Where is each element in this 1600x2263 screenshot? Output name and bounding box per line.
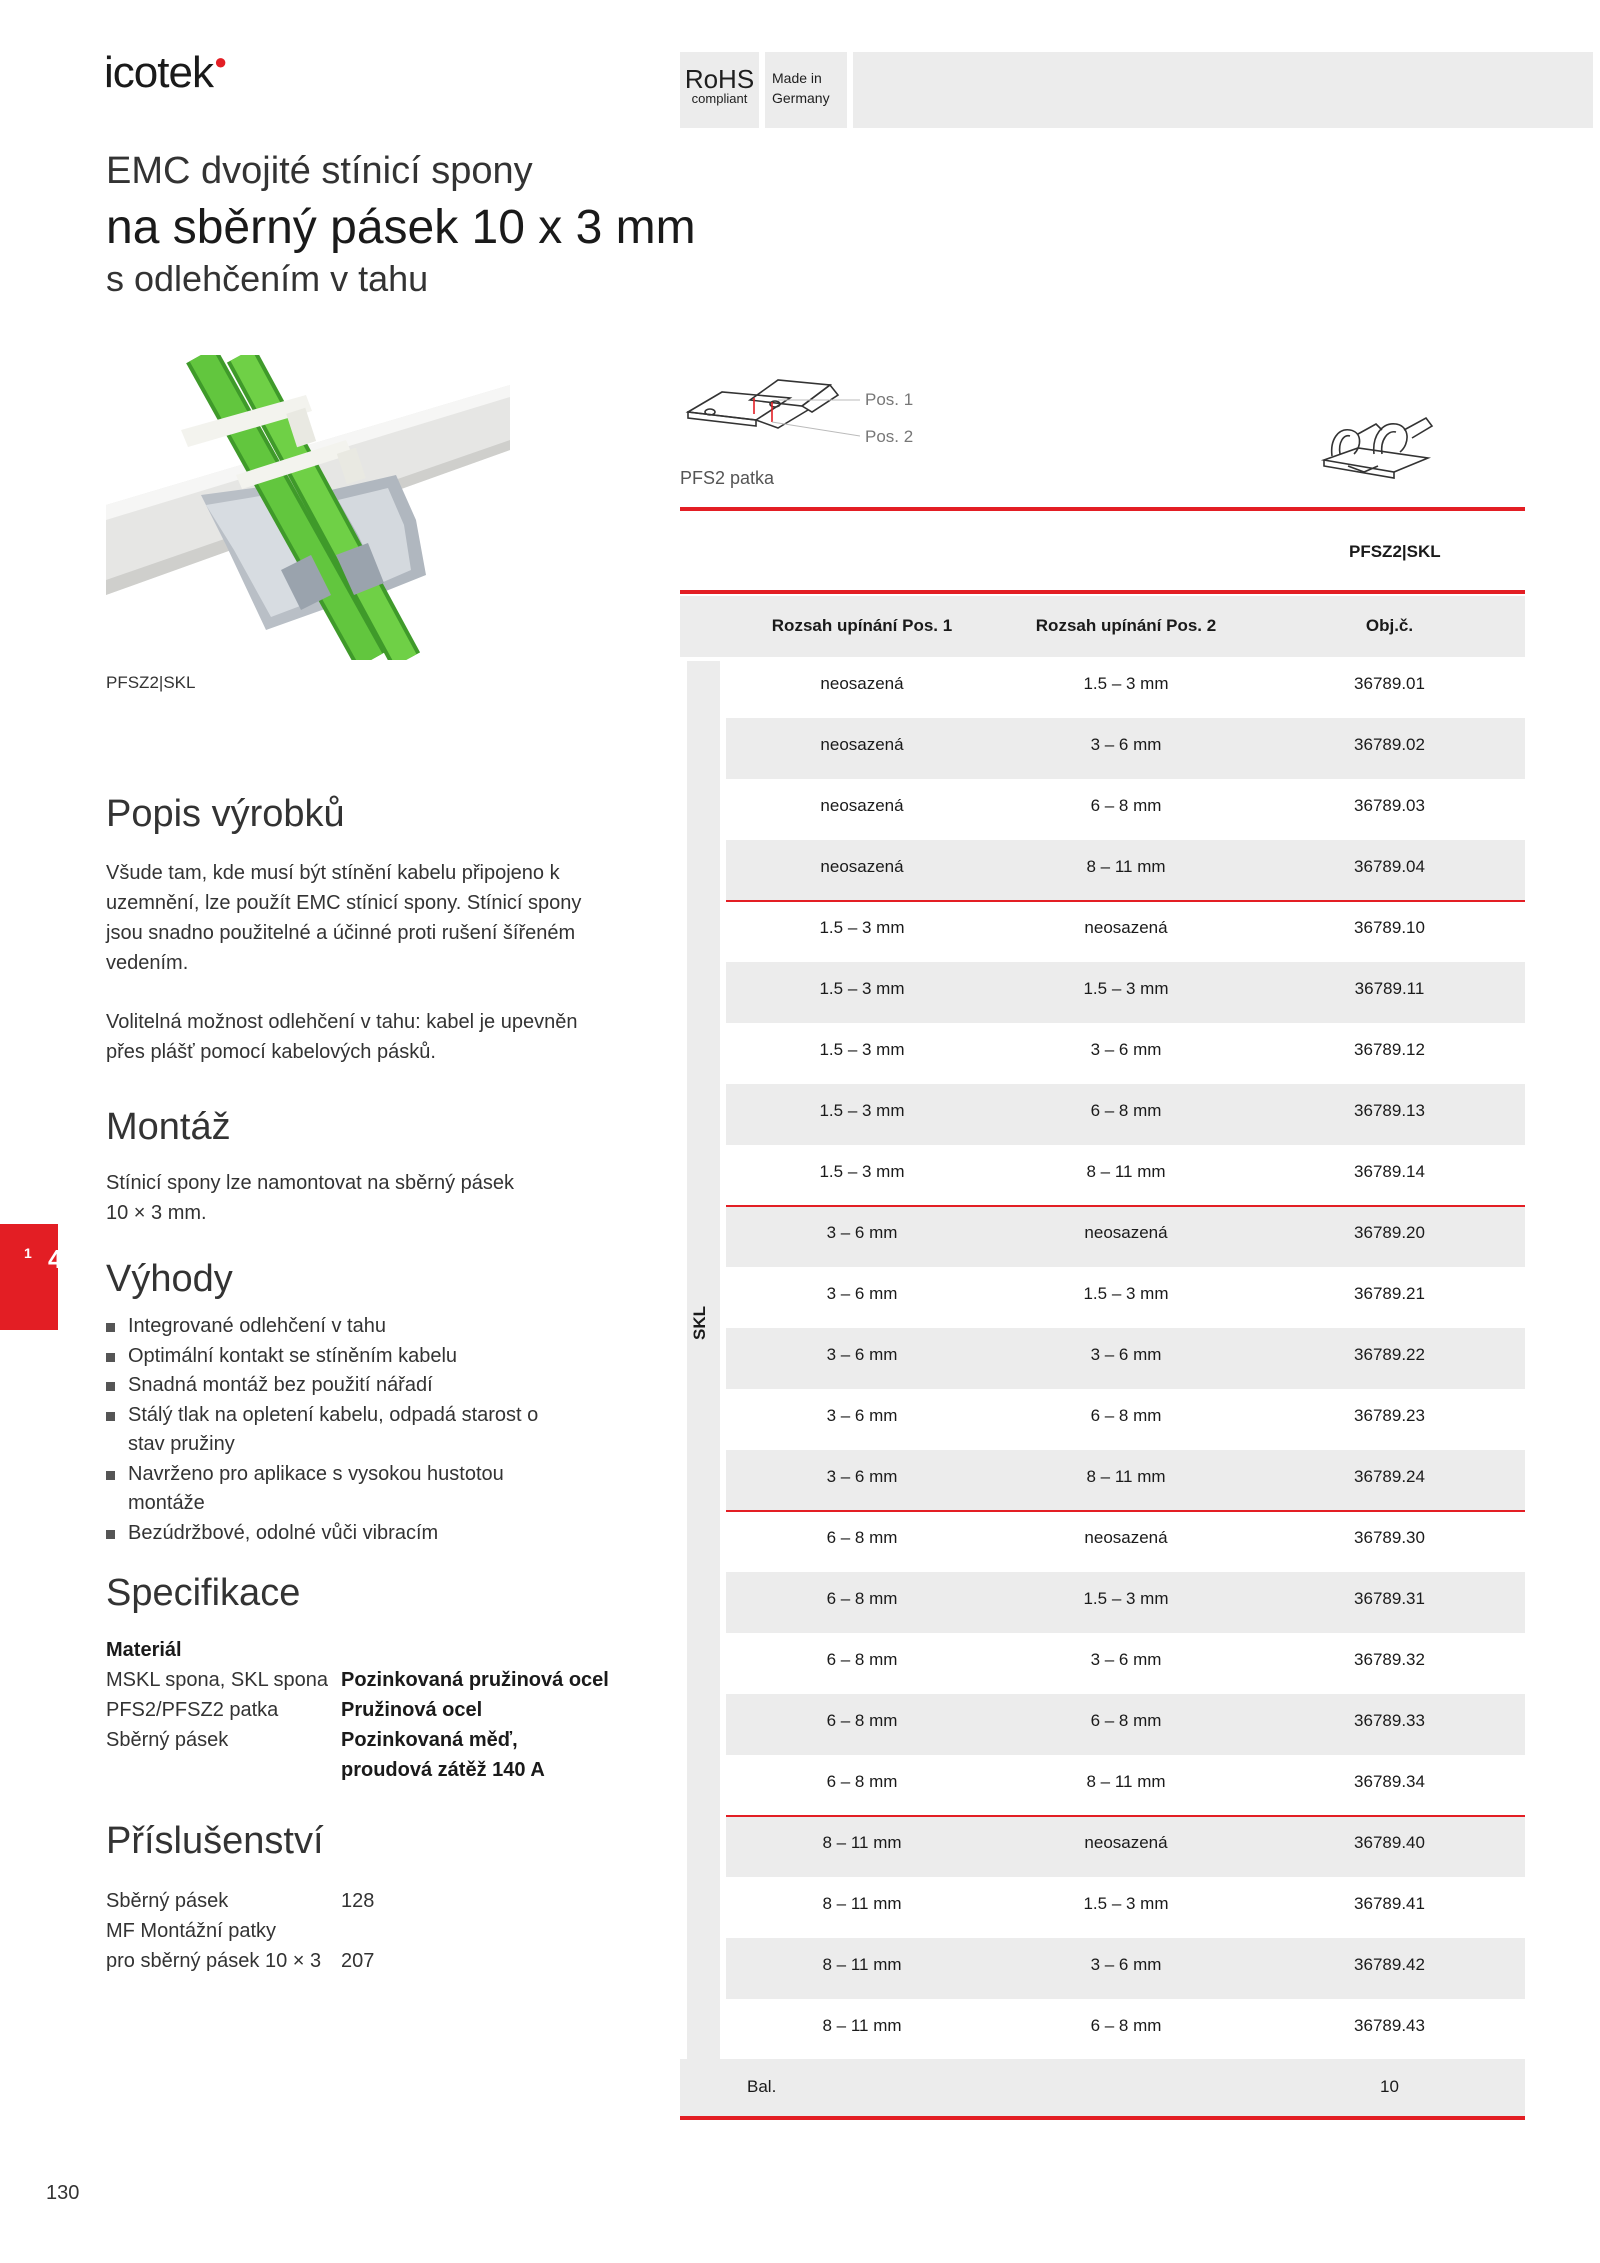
table-bottom-rule [680, 2116, 1525, 2120]
order-number-cell: 36789.34 [1354, 1772, 1425, 1791]
logo-dot: ● [213, 49, 227, 74]
order-number-cell: 36789.30 [1354, 1528, 1425, 1547]
text-line: Stínicí spony lze namontovat na sběrný pásek [106, 1172, 515, 1194]
spec-label: Sběrný pásek [106, 1729, 229, 1751]
clamp-range-cell: 6 – 8 mm [826, 1711, 898, 1730]
text-line: Volitelná možnost odlehčení v tahu: kabel je upevněn [106, 1011, 578, 1033]
order-number-cell: 36789.02 [1354, 735, 1425, 754]
table-header [680, 596, 1525, 657]
text-line: Všude tam, kde musí být stínění kabelu připojeno k [106, 862, 560, 884]
pfs2-base-drawing [680, 370, 860, 450]
pack-label: Bal. [747, 2077, 777, 2096]
table-row [726, 718, 1525, 779]
table-row [726, 1999, 1525, 2060]
clamp-range-cell: 6 – 8 mm [826, 1528, 898, 1547]
list-item: Optimální kontakt se stíněním kabelu [106, 1342, 648, 1372]
order-number-cell: 36789.21 [1354, 1284, 1425, 1303]
spec-value: Pozinkovaná pružinová ocel [341, 1669, 609, 1691]
table-row [726, 1084, 1525, 1145]
order-number-cell: 36789.20 [1354, 1223, 1425, 1242]
order-number-cell: 36789.03 [1354, 796, 1425, 815]
table-row [726, 1572, 1525, 1633]
section-heading-popis: Popis výrobků [106, 793, 345, 835]
clamp-range-cell: 6 – 8 mm [826, 1650, 898, 1669]
table-row [726, 1023, 1525, 1084]
text-line: vedením. [106, 952, 189, 974]
germany-text: Germany [772, 90, 830, 106]
table-row [726, 1267, 1525, 1328]
clamp-range-cell: neosazená [1084, 918, 1168, 937]
text-line: uzemnění, lze použít EMC stínicí spony. Stínicí spony [106, 892, 582, 914]
list-item: Snadná montáž bez použití nářadí [106, 1371, 648, 1401]
order-number-cell: 36789.22 [1354, 1345, 1425, 1364]
spec-value: proudová zátěž 140 A [341, 1759, 545, 1781]
clamp-range-cell: 8 – 11 mm [822, 1894, 902, 1913]
table-row [726, 840, 1525, 901]
clamp-range-cell: 6 – 8 mm [826, 1589, 898, 1608]
title-line-3: s odlehčením v tahu [106, 258, 429, 299]
order-number-cell: 36789.42 [1354, 1955, 1425, 1974]
spec-value: Pružinová ocel [341, 1699, 483, 1721]
rohs-compliant-text: compliant [691, 91, 748, 106]
list-item: Stálý tlak na opletení kabelu, odpadá starost o stav pružiny [106, 1401, 648, 1460]
product-variant-label: PFSZ2|SKL [1349, 542, 1441, 561]
header-bar [853, 52, 1593, 128]
clamp-range-cell: 3 – 6 mm [826, 1345, 898, 1364]
clamp-range-cell: 3 – 6 mm [826, 1284, 898, 1303]
clamp-range-cell: 8 – 11 mm [822, 2016, 902, 2035]
montaz-paragraph [106, 1168, 514, 1228]
made-in-text: Made in [772, 70, 822, 86]
pack-value: 10 [1380, 2077, 1399, 2096]
table-row [726, 1206, 1525, 1267]
column-header: Obj.č. [1365, 616, 1414, 635]
clamp-range-cell: 1.5 – 3 mm [819, 979, 905, 998]
table-top-rule [680, 507, 1525, 511]
chapter-tab: 4. 1 [0, 1224, 58, 1330]
clamp-range-cell: neosazená [820, 857, 904, 876]
clamp-range-cell: 3 – 6 mm [826, 1406, 898, 1425]
spec-label: MSKL spona, SKL spona [106, 1669, 328, 1691]
group-column [687, 661, 720, 2059]
table-body [726, 657, 1525, 2060]
order-number-cell: 36789.04 [1354, 857, 1425, 876]
clamp-range-cell: 3 – 6 mm [1090, 1955, 1162, 1974]
clamp-range-cell: 8 – 11 mm [1086, 857, 1166, 876]
photo-caption: PFSZ2|SKL [106, 673, 196, 692]
clamp-range-cell: neosazená [820, 735, 904, 754]
table-row [726, 962, 1525, 1023]
accessory-page: 128 [341, 1890, 375, 1912]
order-number-cell: 36789.13 [1354, 1101, 1425, 1120]
rohs-text: RoHS [684, 64, 755, 94]
clamp-range-cell: 6 – 8 mm [1090, 2016, 1162, 2035]
table-row [726, 1633, 1525, 1694]
clamp-range-cell: 1.5 – 3 mm [1083, 1894, 1169, 1913]
group-label: SKL [690, 1306, 709, 1340]
column-header: Rozsah upínání Pos. 1 [771, 616, 953, 635]
made-in-germany-badge [765, 52, 847, 128]
popis-paragraph-2 [106, 1007, 577, 1067]
text-line: 10 × 3 mm. [106, 1202, 207, 1224]
table-row [726, 1938, 1525, 1999]
section-heading-vyhody: Výhody [106, 1258, 233, 1300]
spec-value: Pozinkovaná měď, [341, 1729, 518, 1751]
clamp-range-cell: 1.5 – 3 mm [1083, 1284, 1169, 1303]
clamp-range-cell: 3 – 6 mm [826, 1223, 898, 1242]
table-row [726, 1389, 1525, 1450]
section-heading-prislusenstvi: Příslušenství [106, 1820, 324, 1862]
clamp-range-cell: 1.5 – 3 mm [819, 918, 905, 937]
list-item: Bezúdržbové, odolné vůči vibracím [106, 1519, 648, 1549]
order-number-cell: 36789.43 [1354, 2016, 1425, 2035]
table-row [726, 657, 1525, 718]
order-number-cell: 36789.31 [1354, 1589, 1425, 1608]
clamp-range-cell: 6 – 8 mm [1090, 1711, 1162, 1730]
list-item: Integrované odlehčení v tahu [106, 1312, 648, 1342]
clamp-range-cell: 1.5 – 3 mm [819, 1162, 905, 1181]
pos2-label: Pos. 2 [865, 427, 914, 446]
clamp-range-cell: 8 – 11 mm [822, 1955, 902, 1974]
rohs-badge [680, 52, 759, 128]
order-number-cell: 36789.11 [1354, 979, 1425, 998]
clamp-range-cell: 3 – 6 mm [1090, 1040, 1162, 1059]
clamp-range-cell: 1.5 – 3 mm [1083, 674, 1169, 693]
clamp-range-cell: neosazená [1084, 1223, 1168, 1242]
clamp-range-cell: 1.5 – 3 mm [819, 1040, 905, 1059]
table-row [726, 1877, 1525, 1938]
accessory-label: pro sběrný pásek 10 × 3 [106, 1950, 322, 1972]
order-number-cell: 36789.12 [1354, 1040, 1425, 1059]
table-row [726, 1511, 1525, 1572]
brand-logo: icotek● [104, 48, 227, 97]
clamp-range-cell: 8 – 11 mm [1086, 1467, 1166, 1486]
table-row [726, 1755, 1525, 1816]
text-line: jsou snadno použitelné a účinné proti rušení šířeném [106, 922, 576, 944]
clamp-range-cell: 1.5 – 3 mm [1083, 979, 1169, 998]
table-row [726, 1145, 1525, 1206]
table-header-rule [680, 590, 1525, 594]
clamp-range-cell: 3 – 6 mm [1090, 1650, 1162, 1669]
advantages-list [106, 1312, 648, 1548]
spec-subheading: Materiál [106, 1639, 182, 1661]
title-line-1: EMC dvojité stínicí spony [106, 150, 533, 192]
clamp-range-cell: 8 – 11 mm [1086, 1162, 1166, 1181]
pfsz2-skl-drawing [1318, 410, 1438, 490]
popis-paragraph-1 [106, 858, 581, 978]
clamp-range-cell: 3 – 6 mm [826, 1467, 898, 1486]
order-number-cell: 36789.33 [1354, 1711, 1425, 1730]
order-number-cell: 36789.40 [1354, 1833, 1425, 1852]
order-number-cell: 36789.14 [1354, 1162, 1425, 1181]
clamp-range-cell: 6 – 8 mm [1090, 1101, 1162, 1120]
column-header: Rozsah upínání Pos. 2 [1035, 616, 1217, 635]
accessory-page: 207 [341, 1950, 375, 1972]
clamp-range-cell: 8 – 11 mm [1086, 1772, 1166, 1791]
list-item: Navrženo pro aplikace s vysokou hustotou montáže [106, 1460, 648, 1519]
section-heading-specifikace: Specifikace [106, 1572, 301, 1614]
order-number-cell: 36789.23 [1354, 1406, 1425, 1425]
table-row [726, 1694, 1525, 1755]
clamp-range-cell: neosazená [1084, 1833, 1168, 1852]
order-number-cell: 36789.24 [1354, 1467, 1425, 1486]
clamp-range-cell: 3 – 6 mm [1090, 1345, 1162, 1364]
table-footer [680, 2059, 1525, 2116]
clamp-range-cell: 1.5 – 3 mm [1083, 1589, 1169, 1608]
text-line: přes plášť pomocí kabelových pásků. [106, 1041, 436, 1063]
table-row [726, 1450, 1525, 1511]
pos1-label: Pos. 1 [865, 390, 914, 409]
table-row [726, 901, 1525, 962]
clamp-range-cell: neosazená [1084, 1528, 1168, 1547]
section-heading-montaz: Montáž [106, 1106, 231, 1148]
spec-label: PFS2/PFSZ2 patka [106, 1699, 279, 1721]
order-number-cell: 36789.10 [1354, 918, 1425, 937]
title-line-2: na sběrný pásek 10 x 3 mm [106, 201, 696, 254]
clamp-range-cell: neosazená [820, 796, 904, 815]
order-number-cell: 36789.41 [1354, 1894, 1425, 1913]
product-photo [106, 355, 510, 660]
clamp-range-cell: 8 – 11 mm [822, 1833, 902, 1852]
clamp-range-cell: neosazená [820, 674, 904, 693]
table-row [726, 1328, 1525, 1389]
accessory-label: MF Montážní patky [106, 1920, 277, 1942]
clamp-range-cell: 6 – 8 mm [1090, 1406, 1162, 1425]
accessory-label: Sběrný pásek [106, 1890, 229, 1912]
page-number: 130 [46, 2182, 80, 2204]
order-number-cell: 36789.32 [1354, 1650, 1425, 1669]
clamp-range-cell: 6 – 8 mm [1090, 796, 1162, 815]
clamp-range-cell: 1.5 – 3 mm [819, 1101, 905, 1120]
clamp-range-cell: 6 – 8 mm [826, 1772, 898, 1791]
table-row [726, 1816, 1525, 1877]
pfs2-caption: PFS2 patka [680, 468, 775, 488]
table-row [726, 779, 1525, 840]
order-number-cell: 36789.01 [1354, 674, 1425, 693]
clamp-range-cell: 3 – 6 mm [1090, 735, 1162, 754]
